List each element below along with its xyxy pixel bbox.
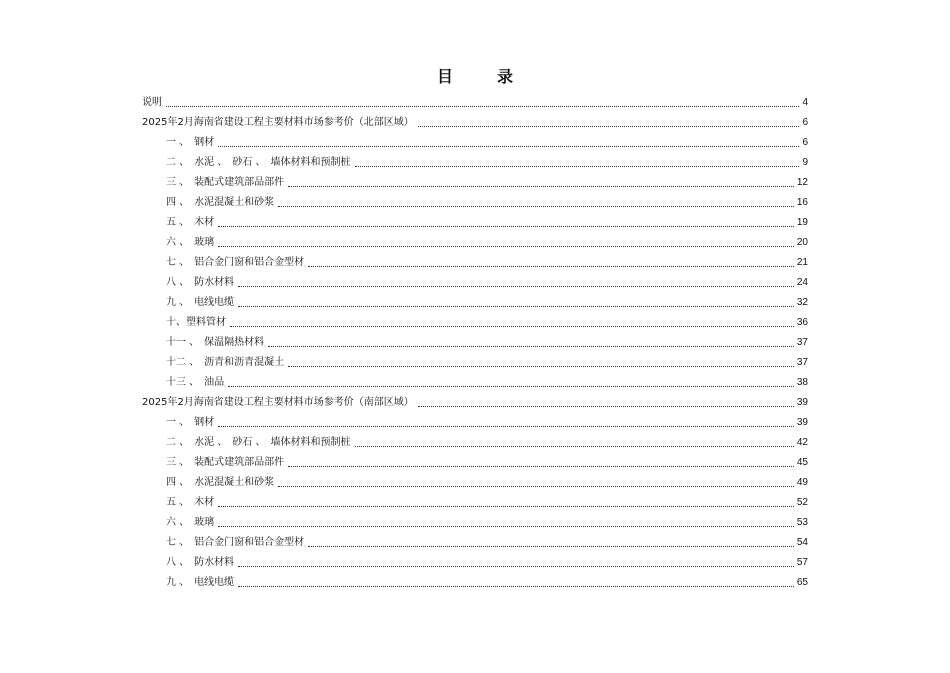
toc-entry-label: 七 、 铝合金门窗和铝合金型材 — [166, 257, 305, 268]
toc-entry-label: 一 、 钢材 — [166, 137, 215, 148]
toc-entry-page-number: 6 — [802, 117, 808, 128]
toc-entry-page-number: 20 — [796, 237, 808, 248]
toc-entry-label: 说明 — [142, 97, 162, 108]
toc-dot-leader — [238, 585, 794, 587]
toc-entry-page-number: 19 — [796, 217, 808, 228]
toc-entry[interactable] — [142, 253, 808, 273]
toc-entry-label: 2025年2月海南省建设工程主要材料市场参考价（北部区域） — [142, 117, 414, 128]
toc-dot-leader — [230, 325, 794, 327]
toc-entry-label: 八 、 防水材料 — [166, 557, 235, 568]
toc-entry[interactable] — [142, 453, 808, 473]
toc-entry[interactable] — [142, 473, 808, 493]
toc-entry-label: 九 、 电线电缆 — [166, 297, 235, 308]
toc-dot-leader — [308, 545, 794, 547]
toc-dot-leader — [218, 505, 794, 507]
toc-entry-page-number: 36 — [796, 317, 808, 328]
toc-dot-leader — [418, 405, 794, 407]
toc-entry-label: 十一 、 保温隔热材料 — [166, 337, 265, 348]
toc-entry-label: 五 、 木材 — [166, 217, 215, 228]
toc-entry-label: 十三 、 油品 — [166, 377, 225, 388]
toc-dot-leader — [218, 145, 799, 147]
toc-entry[interactable] — [142, 293, 808, 313]
toc-entry-label: 八 、 防水材料 — [166, 277, 235, 288]
toc-dot-leader — [278, 485, 794, 487]
toc-entry[interactable] — [142, 333, 808, 353]
toc-dot-leader — [228, 385, 794, 387]
toc-entry-label: 七 、 铝合金门窗和铝合金型材 — [166, 537, 305, 548]
toc-entry-page-number: 39 — [796, 417, 808, 428]
toc-dot-leader — [218, 525, 794, 527]
toc-entry[interactable] — [142, 433, 808, 453]
toc-entry-page-number: 6 — [802, 137, 808, 148]
toc-entry-page-number: 16 — [796, 197, 808, 208]
toc-entry-page-number: 32 — [796, 297, 808, 308]
toc-entry[interactable] — [142, 573, 808, 593]
toc-dot-leader — [278, 205, 794, 207]
toc-entry-page-number: 53 — [796, 517, 808, 528]
toc-entry-label: 十、塑料管材 — [166, 317, 226, 328]
toc-entry[interactable] — [142, 273, 808, 293]
toc-entry[interactable] — [142, 373, 808, 393]
toc-entry[interactable] — [142, 513, 808, 533]
toc-entry-page-number: 9 — [802, 157, 808, 168]
toc-dot-leader — [218, 225, 794, 227]
toc-entry-page-number: 54 — [796, 537, 808, 548]
toc-entry-page-number: 45 — [796, 457, 808, 468]
toc-entry[interactable] — [142, 193, 808, 213]
toc-entry-label: 四 、 水泥混凝土和砂浆 — [166, 477, 275, 488]
toc-entry-label: 二 、 水泥 、 砂石 、 墙体材料和预制桩 — [166, 437, 351, 448]
toc-entry[interactable] — [142, 113, 808, 133]
toc-entry-label: 二 、 水泥 、 砂石 、 墙体材料和预制桩 — [166, 157, 351, 168]
toc-entry-label: 三 、 装配式建筑部品部件 — [166, 177, 285, 188]
toc-entry[interactable] — [142, 213, 808, 233]
toc-entry-page-number: 24 — [796, 277, 808, 288]
toc-entry-page-number: 37 — [796, 357, 808, 368]
toc-dot-leader — [288, 465, 794, 467]
toc-entry-page-number: 39 — [796, 397, 808, 408]
toc-entry-label: 十二 、 沥青和沥青混凝土 — [166, 357, 285, 368]
toc-dot-leader — [355, 445, 794, 447]
toc-entry-page-number: 42 — [796, 437, 808, 448]
toc-entry-page-number: 65 — [796, 577, 808, 588]
toc-entry[interactable] — [142, 533, 808, 553]
toc-entry-label: 一 、 钢材 — [166, 417, 215, 428]
toc-entry[interactable] — [142, 553, 808, 573]
toc-dot-leader — [418, 125, 800, 127]
toc-dot-leader — [238, 565, 794, 567]
toc-dot-leader — [288, 185, 794, 187]
toc-dot-leader — [218, 245, 794, 247]
toc-entry-label: 六 、 玻璃 — [166, 517, 215, 528]
toc-entry[interactable] — [142, 493, 808, 513]
toc-entry[interactable] — [142, 413, 808, 433]
toc-dot-leader — [355, 165, 800, 167]
toc-entry-page-number: 52 — [796, 497, 808, 508]
toc-entry-page-number: 12 — [796, 177, 808, 188]
toc-entry[interactable] — [142, 153, 808, 173]
toc-entry-label: 五 、 木材 — [166, 497, 215, 508]
toc-dot-leader — [238, 285, 794, 287]
toc-entry-page-number: 37 — [796, 337, 808, 348]
toc-entry[interactable] — [142, 393, 808, 413]
toc-list — [142, 93, 808, 593]
toc-entry-label: 2025年2月海南省建设工程主要材料市场参考价（南部区域） — [142, 397, 414, 408]
toc-title: 目 录 — [436, 67, 527, 86]
toc-dot-leader — [218, 425, 794, 427]
toc-entry-label: 三 、 装配式建筑部品部件 — [166, 457, 285, 468]
toc-entry-page-number: 57 — [796, 557, 808, 568]
toc-entry-label: 六 、 玻璃 — [166, 237, 215, 248]
toc-dot-leader — [268, 345, 794, 347]
toc-entry-label: 九 、 电线电缆 — [166, 577, 235, 588]
toc-entry-page-number: 38 — [796, 377, 808, 388]
toc-dot-leader — [308, 265, 794, 267]
toc-entry[interactable] — [142, 133, 808, 153]
toc-entry-page-number: 21 — [796, 257, 808, 268]
toc-entry[interactable] — [142, 233, 808, 253]
toc-entry-page-number: 49 — [796, 477, 808, 488]
toc-entry[interactable] — [142, 93, 808, 113]
toc-entry[interactable] — [142, 173, 808, 193]
toc-entry[interactable] — [142, 353, 808, 373]
toc-dot-leader — [288, 365, 794, 367]
toc-dot-leader — [166, 105, 799, 107]
toc-entry-label: 四 、 水泥混凝土和砂浆 — [166, 197, 275, 208]
toc-entry[interactable] — [142, 313, 808, 333]
toc-entry-page-number: 4 — [802, 97, 808, 108]
toc-dot-leader — [238, 305, 794, 307]
